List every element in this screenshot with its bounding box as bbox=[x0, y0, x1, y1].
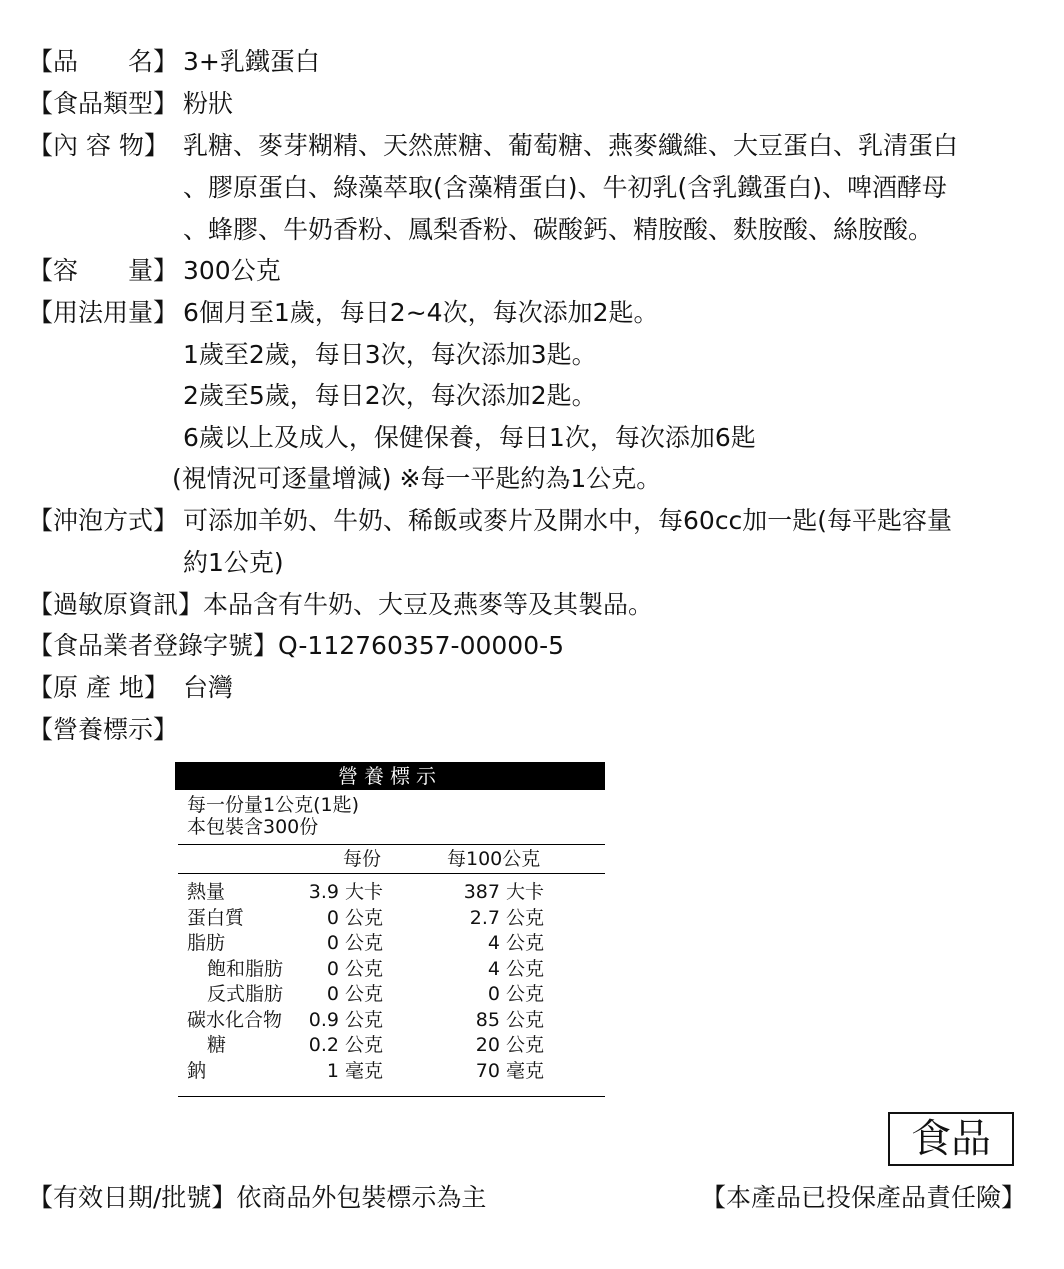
nutrient-per-serving: 0 公克 bbox=[326, 957, 383, 980]
nutrition-row bbox=[175, 880, 605, 906]
field-value: 可添加羊奶、牛奶、稀飯或麥片及開水中，每60cc加一匙(每平匙容量 bbox=[183, 506, 953, 535]
nutrient-per-100g: 4 公克 bbox=[487, 957, 544, 980]
footer-expiry: 【有效日期/批號】依商品外包裝標示為主 bbox=[28, 1183, 487, 1212]
field-registration bbox=[28, 631, 564, 661]
nutrient-name: 鈉 bbox=[187, 1059, 207, 1082]
nutrient-name: 反式脂肪 bbox=[207, 983, 284, 1005]
field-value: 3+乳鐵蛋白 bbox=[183, 47, 320, 76]
footer-insurance: 【本產品已投保產品責任險】 bbox=[700, 1183, 1026, 1212]
field-value-cont: 、膠原蛋白、綠藻萃取(含藻精蛋白)、牛初乳(含乳鐵蛋白)、啤酒酵母 bbox=[183, 173, 948, 202]
nutrient-name: 熱量 bbox=[187, 881, 226, 903]
nutrient-per-serving: 3.9 大卡 bbox=[308, 881, 383, 903]
nutrient-name: 脂肪 bbox=[187, 932, 226, 954]
nutrient-per-100g: 0 公克 bbox=[487, 983, 544, 1005]
field-label: 【食品類型】 bbox=[28, 89, 179, 118]
field-value: 乳糖、麥芽糊精、天然蔗糖、葡萄糖、燕麥纖維、大豆蛋白、乳清蛋白 bbox=[183, 131, 959, 160]
nutrient-per-100g: 20 公克 bbox=[475, 1034, 544, 1056]
field-usage bbox=[28, 298, 178, 328]
divider bbox=[178, 873, 605, 874]
nutrition-column-header bbox=[175, 845, 605, 873]
field-ingredients bbox=[28, 131, 169, 161]
field-capacity bbox=[28, 256, 178, 286]
nutrition-row bbox=[175, 906, 605, 932]
nutrition-serving bbox=[175, 790, 605, 838]
nutrient-per-100g: 2.7 公克 bbox=[469, 906, 544, 929]
field-value: 台灣 bbox=[183, 673, 234, 702]
column-per-100g: 每100公克 bbox=[447, 848, 541, 870]
field-label: 【內 容 物】 bbox=[28, 131, 169, 160]
field-label: 【原 產 地】 bbox=[28, 673, 169, 702]
field-label: 【品 名】 bbox=[28, 47, 179, 76]
field-value-cont: 2歲至5歲，每日2次，每次添加2匙。 bbox=[183, 381, 597, 410]
nutrient-name: 蛋白質 bbox=[187, 906, 245, 929]
field-value-cont: 、蜂膠、牛奶香粉、鳳梨香粉、碳酸鈣、精胺酸、麩胺酸、絲胺酸。 bbox=[183, 215, 934, 244]
column-per-serving: 每份 bbox=[343, 848, 382, 870]
nutrient-name: 飽和脂肪 bbox=[207, 957, 284, 980]
food-stamp: 食品 bbox=[888, 1112, 1014, 1166]
field-name bbox=[28, 47, 178, 77]
serving-size: 每一份量1公克(1匙) bbox=[187, 794, 360, 816]
nutrient-name: 糖 bbox=[207, 1034, 227, 1056]
field-brewing bbox=[28, 506, 178, 536]
field-allergen bbox=[28, 590, 653, 620]
field-value-cont: 6歲以上及成人，保健保養，每日1次，每次添加6匙 bbox=[183, 423, 756, 452]
field-label: 【沖泡方式】 bbox=[28, 506, 179, 535]
nutrient-per-serving: 0.2 公克 bbox=[308, 1034, 383, 1056]
field-label: 【用法用量】 bbox=[28, 298, 179, 327]
nutrient-name: 碳水化合物 bbox=[187, 1008, 283, 1031]
field-value: 粉狀 bbox=[183, 89, 234, 118]
nutrient-per-100g: 70 毫克 bbox=[475, 1059, 544, 1082]
nutrition-row bbox=[175, 1033, 605, 1059]
nutrient-per-100g: 85 公克 bbox=[475, 1008, 544, 1031]
nutrition-row bbox=[175, 931, 605, 957]
field-value-cont: 約1公克) bbox=[183, 548, 284, 577]
field-value-cont: (視情況可逐量增減) ※每一平匙約為1公克。 bbox=[172, 464, 662, 493]
field-value-cont: 1歲至2歲，每日3次，每次添加3匙。 bbox=[183, 340, 597, 369]
nutrient-per-serving: 1 毫克 bbox=[326, 1059, 383, 1082]
nutrition-row bbox=[175, 982, 605, 1008]
nutrition-table bbox=[175, 762, 605, 1097]
field-value: 本品含有牛奶、大豆及燕麥等及其製品。 bbox=[203, 590, 654, 619]
field-label: 【過敏原資訊】 bbox=[28, 590, 204, 619]
field-label: 【營養標示】 bbox=[28, 715, 179, 744]
field-food-type bbox=[28, 89, 178, 119]
field-value: 6個月至1歲，每日2~4次，每次添加2匙。 bbox=[183, 298, 659, 327]
nutrient-per-100g: 4 公克 bbox=[487, 932, 544, 954]
nutrition-rows bbox=[175, 880, 605, 1084]
nutrition-row bbox=[175, 1008, 605, 1034]
field-label: 【容 量】 bbox=[28, 256, 179, 285]
field-origin bbox=[28, 673, 169, 703]
nutrition-row bbox=[175, 957, 605, 983]
field-value: 300公克 bbox=[183, 256, 281, 285]
divider bbox=[178, 1096, 605, 1097]
servings-count: 本包裝含300份 bbox=[187, 816, 319, 838]
field-value: Q-112760357-00000-5 bbox=[278, 631, 565, 660]
nutrient-per-100g: 387 大卡 bbox=[463, 881, 544, 903]
nutrient-per-serving: 0 公克 bbox=[326, 983, 383, 1005]
nutrition-row bbox=[175, 1059, 605, 1085]
field-nutrition bbox=[28, 715, 178, 745]
nutrient-per-serving: 0 公克 bbox=[326, 906, 383, 929]
field-label: 【食品業者登錄字號】 bbox=[28, 631, 279, 660]
nutrient-per-serving: 0.9 公克 bbox=[308, 1008, 383, 1031]
nutrient-per-serving: 0 公克 bbox=[326, 932, 383, 954]
nutrition-title: 營養標示 bbox=[175, 762, 605, 790]
